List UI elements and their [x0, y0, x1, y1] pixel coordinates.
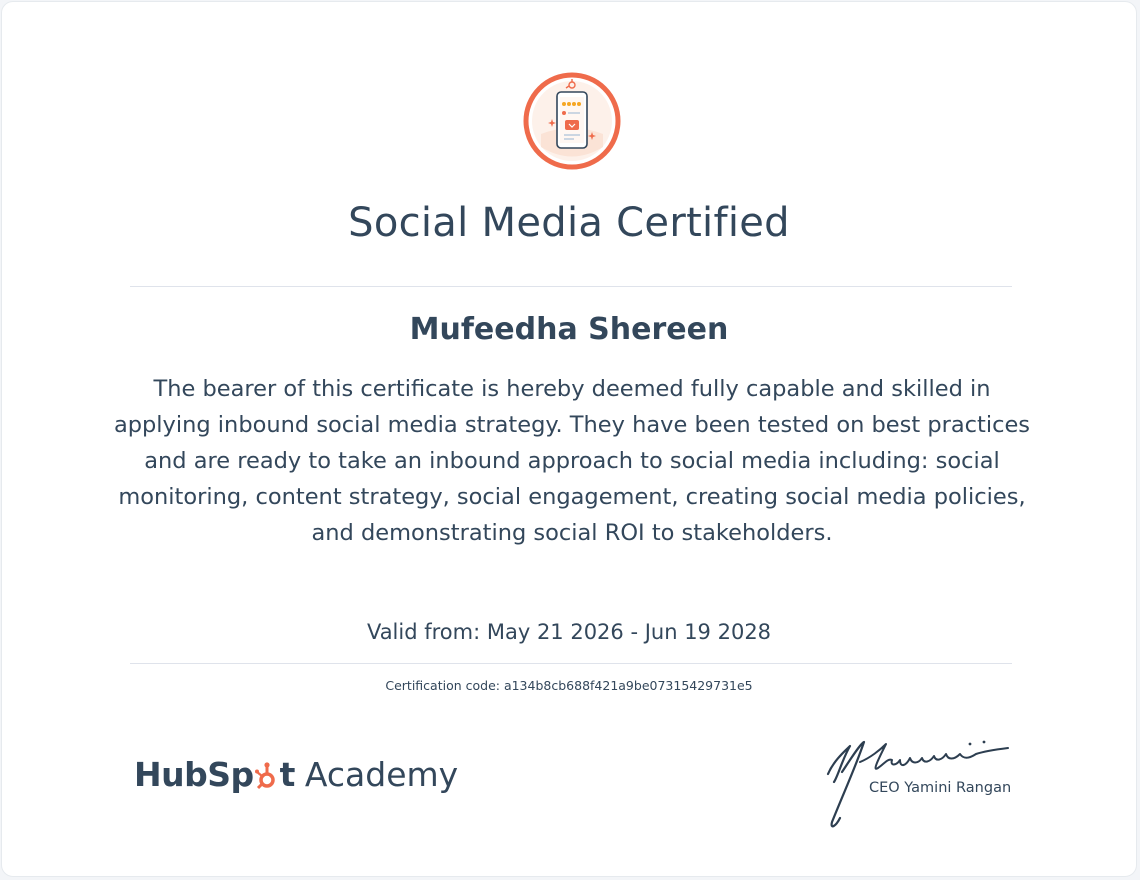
- logo-wordmark: [134, 755, 295, 794]
- phone-social-badge-icon: [523, 72, 621, 170]
- certificate-title: Social Media Certified: [348, 200, 790, 246]
- logo-text-hubsp: HubSp: [134, 754, 254, 794]
- certification-code: Certification code: a134b8cb688f421a9be07315429731e5: [385, 678, 753, 693]
- hubspot-academy-logo: [134, 750, 458, 798]
- logo-academy-text: Academy: [304, 754, 459, 794]
- hubspot-sprocket-icon: [255, 761, 279, 791]
- divider-top: [130, 286, 1012, 287]
- divider-bottom: [130, 663, 1012, 664]
- certificate-description: The bearer of this certificate is hereby deemed fully capable and skilled in applying inbound social media strategy. They have been tested on best practices and are ready to take an inbound approach to social media including: social monitoring, content strategy, social engagement, creating social media policies, and demonstrating social ROI to stakeholders.: [113, 376, 1031, 546]
- logo-text-t: t: [279, 754, 295, 794]
- recipient-name: Mufeedha Shereen: [409, 312, 729, 347]
- validity-dates: Valid from: May 21 2026 - Jun 19 2028: [366, 620, 772, 644]
- ceo-signatory-label: CEO Yamini Rangan: [869, 780, 1012, 796]
- certificate-card: [1, 1, 1137, 877]
